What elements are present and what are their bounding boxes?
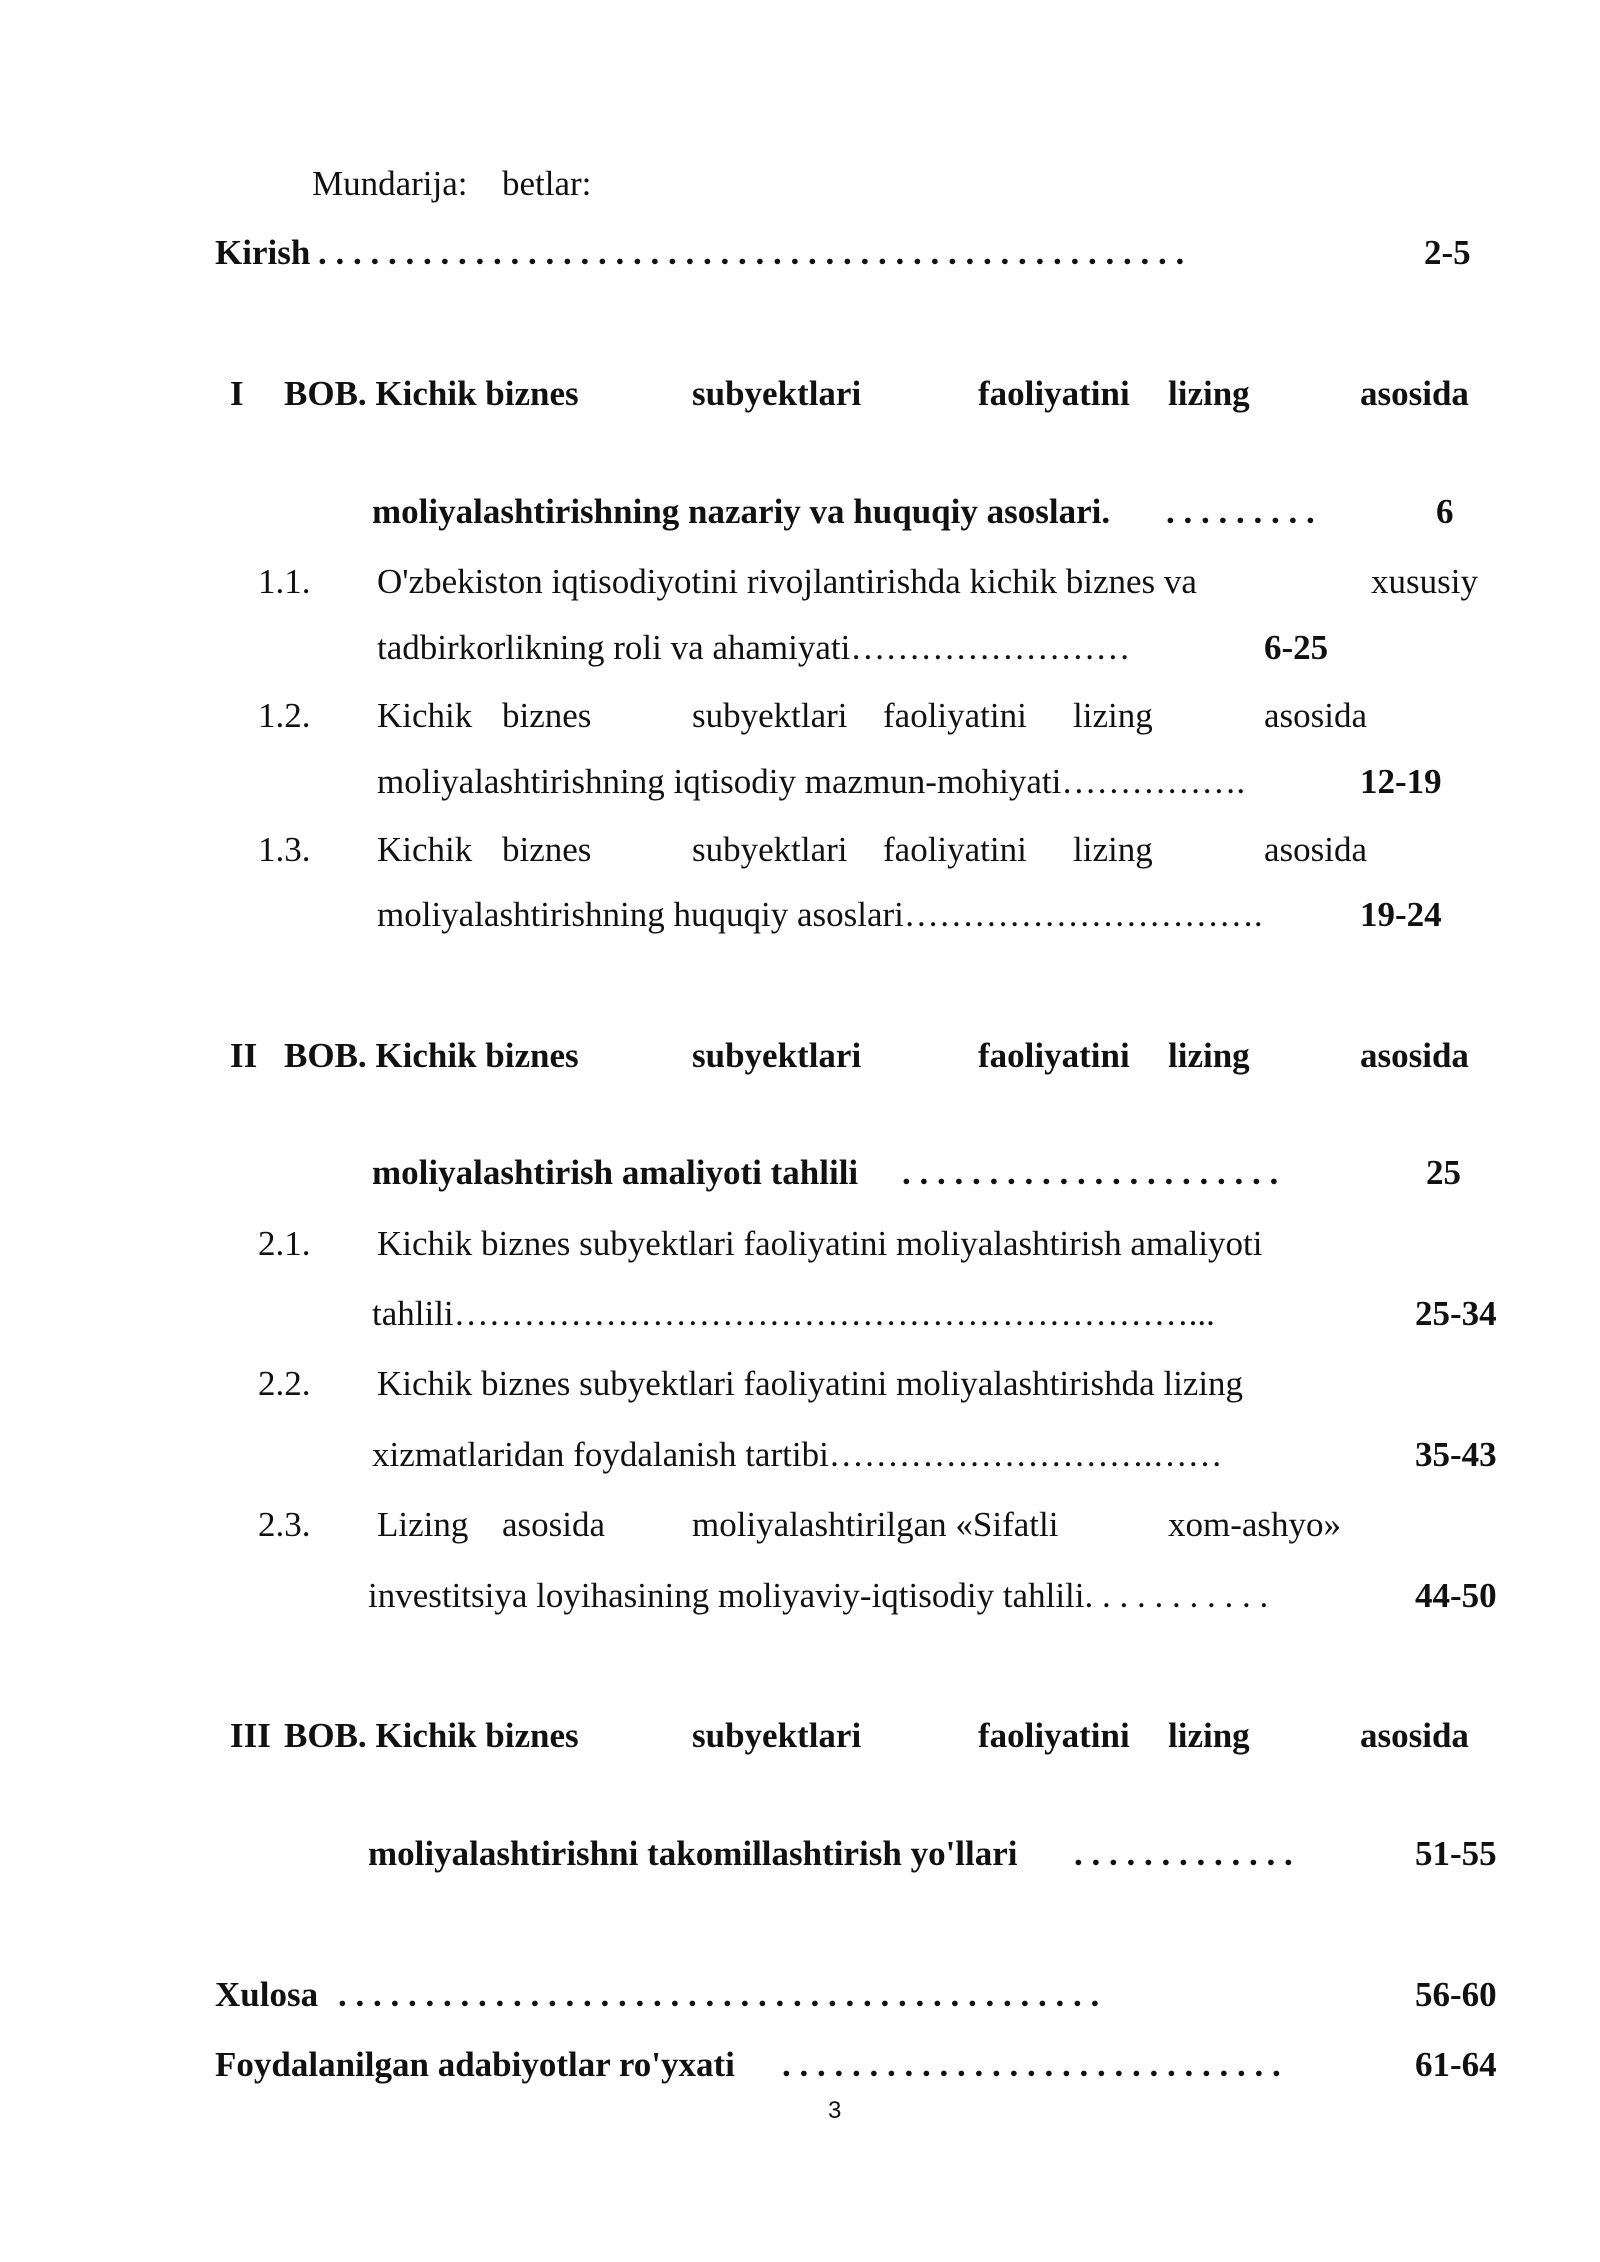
chapter-heading: faoliyatini (978, 374, 1130, 413)
chapter-heading: faoliyatini (978, 1716, 1130, 1755)
chapter-heading: BOB. Kichik biznes (284, 374, 579, 413)
section-title: moliyalashtirilgan «Sifatli (692, 1505, 1059, 1544)
section-title: moliyalashtirishning iqtisodiy mazmun-mohiyati……………. (377, 762, 1246, 801)
section-title: faoliyatini (883, 830, 1027, 869)
section-number: 2.2. (258, 1364, 311, 1403)
page-ref: 35-43 (1415, 1435, 1497, 1474)
section-title: xususiy (1371, 562, 1478, 601)
chapter-title: moliyalashtirishning nazariy va huquqiy asoslari. (372, 492, 1111, 531)
pages-label: betlar: (502, 164, 592, 203)
page-ref: 61-64 (1415, 2045, 1497, 2084)
section-title: xom-ashyo» (1168, 1505, 1342, 1544)
section-title: moliyalashtirishning huquqiy asoslari…………………………. (377, 895, 1263, 934)
section-title: tahlili………………………………………………………... (372, 1294, 1215, 1333)
chapter-heading: subyektlari (692, 1036, 862, 1075)
chapter-heading: lizing (1168, 1036, 1250, 1075)
chapter-heading: asosida (1360, 1716, 1469, 1755)
section-title: tadbirkorlikning roli va ahamiyati…………………… (377, 628, 1131, 667)
page-ref: 25-34 (1415, 1294, 1497, 1333)
section-title: xizmatlaridan foydalanish tartibi……………………….…… (372, 1435, 1223, 1474)
toc-title: Mundarija: (312, 164, 468, 203)
section-title: biznes (502, 830, 592, 869)
page-ref: 6-25 (1264, 628, 1329, 667)
section-title: lizing (1073, 830, 1153, 869)
chapter-number: III (230, 1716, 271, 1755)
section-title: asosida (1264, 696, 1368, 735)
chapter-heading: subyektlari (692, 1716, 862, 1755)
page-ref: 25 (1426, 1153, 1461, 1192)
page-number: 3 (828, 2097, 842, 2124)
toc-entry-references: Foydalanilgan adabiyotlar ro'yxati (215, 2045, 735, 2084)
page-ref: 51-55 (1415, 1834, 1497, 1873)
chapter-heading: faoliyatini (978, 1036, 1130, 1075)
section-title: lizing (1073, 696, 1153, 735)
chapter-heading: BOB. Kichik biznes (284, 1036, 579, 1075)
page-ref: 2-5 (1424, 233, 1471, 272)
page-ref: 6 (1436, 492, 1454, 531)
section-title: Kichik (377, 830, 473, 869)
section-title: Kichik biznes subyektlari faoliyatini moliyalashtirish amaliyoti (377, 1224, 1263, 1263)
section-title: asosida (1264, 830, 1368, 869)
toc-entry-conclusion: Xulosa (215, 1975, 319, 2014)
section-title: subyektlari (692, 830, 848, 869)
section-title: O'zbekiston iqtisodiyotini rivojlantirishda kichik biznes va (377, 562, 1197, 601)
section-title: faoliyatini (883, 696, 1027, 735)
section-title: biznes (502, 696, 592, 735)
chapter-heading: lizing (1168, 374, 1250, 413)
chapter-number: II (230, 1036, 258, 1075)
section-number: 2.3. (258, 1505, 311, 1544)
page-ref: 44-50 (1415, 1576, 1497, 1615)
section-title: subyektlari (692, 696, 848, 735)
chapter-heading: lizing (1168, 1716, 1250, 1755)
section-title: Lizing (377, 1505, 469, 1544)
leader-dots: . . . . . . . . . (1166, 492, 1315, 531)
leader-dots: . . . . . . . . . . . . . . . . . . . . . . . . . . . . . (782, 2045, 1281, 2084)
toc-entry-intro: Kirish (215, 233, 311, 272)
page-ref: 19-24 (1360, 895, 1442, 934)
section-number: 1.3. (258, 830, 311, 869)
page-ref: 56-60 (1415, 1975, 1497, 2014)
section-number: 1.1. (258, 562, 311, 601)
chapter-heading: subyektlari (692, 374, 862, 413)
chapter-number: I (230, 374, 244, 413)
chapter-heading: asosida (1360, 374, 1469, 413)
section-title: investitsiya loyihasining moliyaviy-iqtisodiy tahlili. . . . . . . . . . . (368, 1576, 1269, 1615)
section-title: Kichik biznes subyektlari faoliyatini moliyalashtirishda lizing (377, 1364, 1244, 1403)
section-title: Kichik (377, 696, 473, 735)
page-ref: 12-19 (1360, 762, 1442, 801)
chapter-title: moliyalashtirish amaliyoti tahlili (372, 1153, 859, 1192)
section-number: 1.2. (258, 696, 311, 735)
chapter-heading: BOB. Kichik biznes (284, 1716, 579, 1755)
leader-dots: . . . . . . . . . . . . . . . . . . . . . . . . . . . . . . . . . . . . . . . . . . . . (338, 1975, 1100, 2014)
chapter-heading: asosida (1360, 1036, 1469, 1075)
section-number: 2.1. (258, 1224, 311, 1263)
leader-dots: . . . . . . . . . . . . . . . . . . . . . . . . . . . . . . . . . . . . . . . . . . . . . . . . . . (318, 233, 1185, 272)
leader-dots: . . . . . . . . . . . . . (1074, 1834, 1293, 1873)
leader-dots: . . . . . . . . . . . . . . . . . . . . . . (902, 1153, 1279, 1192)
chapter-title: moliyalashtirishni takomillashtirish yo'llari (368, 1834, 1018, 1873)
section-title: asosida (502, 1505, 606, 1544)
